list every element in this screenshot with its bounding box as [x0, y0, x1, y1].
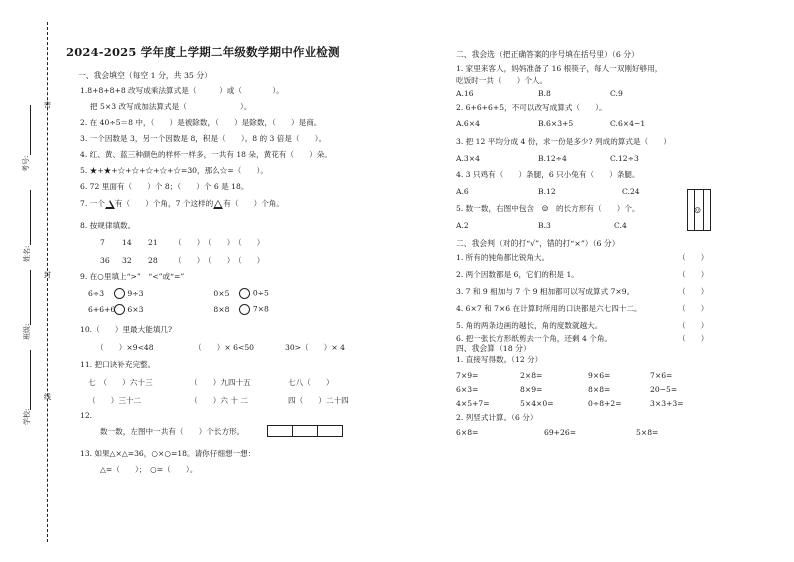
c1-line1: 1. 家里来客人，妈妈准备了 16 根筷子，每人一双刚好够用，: [456, 64, 663, 73]
q7-part-c: 有（ ）个角。: [223, 199, 284, 208]
exam-no-blank: [30, 105, 31, 155]
j3: 3. 7 和 9 相加与 7 个 9 相加都可以写成算式 7×9。: [456, 287, 635, 296]
q8-cell: （ ）: [174, 238, 205, 247]
calc-cell: 9×6=: [588, 371, 611, 380]
q8-row2: [100, 256, 264, 265]
q7-part-a: 7. 一个: [80, 199, 105, 208]
c5-opt-a: A.2: [456, 221, 469, 230]
q6: 6. 72 里面有（ ）个 8；（ ）个 6 是 18。: [80, 182, 249, 191]
j4-answer[interactable]: （ ）: [678, 304, 709, 313]
q9-expr: 6+6+6: [88, 304, 116, 314]
q10-b: （ ）× 6<50: [194, 343, 255, 352]
c1-opt-a: A.16: [456, 89, 474, 98]
q10: 10.（ ）里最大能填几?: [80, 325, 173, 334]
class-label: 班级:: [23, 323, 31, 340]
q3: 3. 一个因数是 3，另一个因数是 8，积是（ ）。8 的 3 倍是（ ）。: [80, 134, 327, 143]
q7: [80, 199, 284, 209]
calc-cell: 4×5+7=: [456, 399, 490, 408]
q13-line2: △=（ ）； ○=（ ）。: [100, 465, 198, 474]
smiley-icon: ☺: [694, 206, 702, 215]
vertical-calc: 69+26=: [544, 428, 577, 437]
calc-cell: 8×9=: [520, 385, 543, 394]
calc-cell: 8×8=: [588, 385, 611, 394]
section-4-heading: 四、我会算（18 分）: [456, 344, 531, 353]
c2-opt-a: A.6×4: [456, 119, 480, 128]
q8-row1: [100, 238, 264, 247]
c3-opt-a: A.3×4: [456, 154, 480, 163]
c4: 4. 3 只鸡有（ ）条腿，6 只小兔有（ ）条腿。: [456, 170, 640, 179]
q7-part-b: 有（ ）个角，7 个这样的: [114, 199, 214, 208]
compare-circle[interactable]: [239, 304, 250, 315]
j6-answer[interactable]: （ ）: [678, 334, 709, 343]
calc-cell: 6×3=: [456, 385, 479, 394]
q9-row1: [88, 288, 269, 299]
compare-circle[interactable]: [239, 288, 250, 299]
compare-circle[interactable]: [114, 288, 125, 299]
c1-opt-c: C.9: [610, 89, 623, 98]
q12-text: 数一数，左图中一共有（ ）个长方形。: [100, 427, 245, 436]
j2: 2. 两个因数都是 6，它们的积是 1。: [456, 270, 579, 279]
q1-line1: 1.8+8+8+8 改写成乘法算式是（ ）或（ ）。: [80, 86, 284, 95]
rect-cell: [292, 425, 318, 437]
c4-opt-c: C.24: [622, 187, 640, 196]
name-label: 姓名:: [23, 245, 31, 262]
calc-cell: 7×9=: [456, 371, 479, 380]
q9-expr: 6×3: [127, 304, 144, 314]
c3-opt-b: B.12÷4: [538, 154, 567, 163]
q11-r2a: （ ）三十二: [88, 396, 142, 405]
q1-line2: 把 5×3 改写成加法算式是（ ）。: [90, 102, 252, 111]
calc-cell: 3×3+3=: [650, 399, 684, 408]
q9-expr: 0×5: [213, 288, 230, 298]
section-3-heading: 二、我会判（对的打“√”，错的打“×”）（6 分）: [456, 239, 620, 248]
j1-answer[interactable]: （ ）: [678, 253, 709, 262]
j1: 1. 所有的钝角都比锐角大。: [456, 253, 550, 262]
calc-cell: 7×6=: [650, 371, 673, 380]
exam-no-label: 考号:: [22, 155, 30, 172]
class-blank: [30, 270, 31, 325]
q8-cell: （ ）: [174, 256, 205, 265]
c3: 3. 把 12 平均分成 4 份，求一份是多少? 列成的算式是（ ）: [456, 137, 671, 146]
rect-cell: [317, 425, 343, 437]
school-blank: [30, 350, 31, 410]
c2: 2. 6+6+6+5，不可以改写成算式（ ）。: [456, 103, 607, 112]
q8-cell: 7: [100, 238, 105, 247]
q10-a: （ ）×9<48: [96, 343, 154, 352]
calc-cell: 2×8=: [520, 371, 543, 380]
c5-opt-b: B.3: [538, 221, 551, 230]
q8-cell: （ ）: [204, 238, 235, 247]
c2-opt-c: C.6×4−1: [610, 119, 646, 128]
page-title: 2024-2025 学年度上学期二年级数学期中作业检测: [66, 45, 340, 59]
q11: 11. 把口诀补充完整。: [80, 360, 156, 369]
q9-expr: 9÷3: [127, 288, 144, 298]
q2: 2. 在 40÷5＝8 中，（ ）是被除数，（ ）是除数，（ ）是商。: [80, 118, 322, 127]
c3-opt-c: C.12÷3: [610, 154, 639, 163]
rectangle-figure: [687, 189, 711, 231]
c1-opt-b: B.8: [538, 89, 551, 98]
school-label: 学校:: [23, 408, 31, 425]
triangle-icon: [213, 200, 223, 209]
seal-char-mi: 密: [44, 101, 51, 109]
q11-r1c: 七八（ ）: [288, 378, 334, 387]
q9-expr: 7×8: [252, 304, 269, 314]
j5: 5. 角的两条边画的越长，角的度数就越大。: [456, 321, 603, 330]
q4: 4. 红、黄、蓝三种颜色的样杯一样多，一共有 18 朵，黄花有（ ）朵。: [80, 150, 332, 159]
q8-cell: （ ）: [234, 256, 265, 265]
name-blank: [30, 190, 31, 245]
q9-expr: 6÷3: [88, 288, 105, 298]
rect-cell: [267, 425, 293, 437]
q11-r1b: （ ）九四十五: [190, 378, 251, 387]
section-2-heading: 二、我会选（把正确答案的序号填在括号里）（6 分）: [456, 50, 639, 59]
j3-answer[interactable]: （ ）: [678, 287, 709, 296]
rectangle-figure: [268, 425, 343, 437]
triangle-icon: [105, 200, 115, 209]
d1-heading: 1. 直接写得数。（12 分）: [456, 355, 543, 364]
seal-char-xian: 线: [44, 393, 51, 401]
c5-opt-c: C.4: [614, 221, 627, 230]
compare-circle[interactable]: [114, 304, 125, 315]
c4-opt-b: B.12: [538, 187, 556, 196]
calc-cell: 0÷8+2=: [588, 399, 622, 408]
vertical-calc: 6×8=: [456, 428, 479, 437]
c4-opt-a: A.6: [456, 187, 469, 196]
q13-line1: 13. 如果△×△=36，○×○=18。请你仔细想一想：: [80, 449, 256, 458]
q8-cell: （ ）: [234, 238, 265, 247]
q8-cell: 36: [100, 256, 110, 265]
q8: 8. 按规律填数。: [80, 221, 136, 230]
q8-cell: （ ）: [204, 256, 235, 265]
section-1-heading: 一、我会填空（每空 1 分，共 35 分）: [78, 71, 212, 80]
q9-expr: 8×8: [213, 304, 230, 314]
q5: 5. ★+★+☆+☆+☆+☆+☆=30，那么☆=（ ）。: [80, 166, 268, 175]
q9-row2: [88, 304, 269, 315]
j2-answer[interactable]: （ ）: [678, 270, 709, 279]
calc-cell: 20−5=: [650, 385, 678, 394]
q8-cell: 32: [122, 256, 132, 265]
q8-cell: 28: [148, 256, 158, 265]
q11-r2c: 四（ ）二十四: [288, 396, 349, 405]
c5: 5. 数一数，右图中包含 ☺ 的长方形有（ ）个。: [456, 204, 640, 213]
q10-c: 30>（ ）× 4: [285, 343, 346, 352]
j4: 4. 6×7 和 7×6 在计算时所用的口诀都是六七四十二。: [456, 304, 642, 313]
q12-number: 12.: [80, 411, 93, 420]
q8-cell: 21: [148, 238, 158, 247]
d2-heading: 2. 列竖式计算。（6 分）: [456, 413, 538, 422]
q11-r1a: 七 （ ）六十三: [88, 378, 153, 387]
c2-opt-b: B.6×3+5: [538, 119, 574, 128]
j6: 6. 把一张长方形纸剪去一个角，还剩 4 个角。: [456, 334, 613, 343]
q8-cell: 14: [122, 238, 132, 247]
q11-r2b: （ ）六 十 二: [190, 396, 248, 405]
seal-char-feng: 封: [44, 271, 51, 279]
j5-answer[interactable]: （ ）: [678, 321, 709, 330]
c1-line2: 吃饭时一共（ ）个人。: [456, 76, 548, 85]
vertical-calc: 5×8=: [636, 428, 659, 437]
q9-expr: 0÷5: [252, 288, 269, 298]
q9: 9. 在○里填上“>” “<”或“=”: [80, 272, 185, 281]
calc-cell: 5×4×0=: [520, 399, 554, 408]
